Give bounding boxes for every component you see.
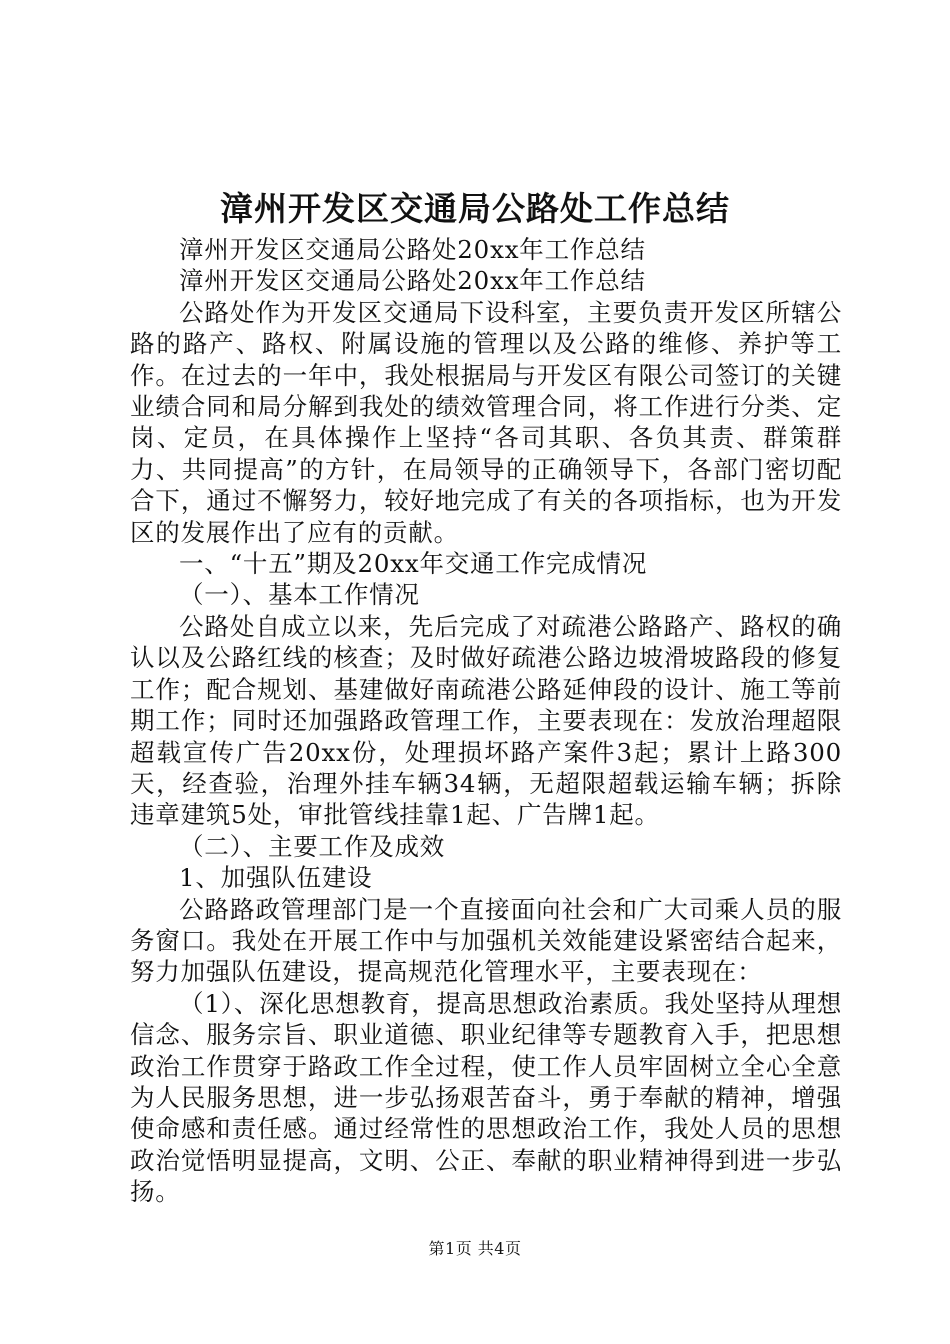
body-paragraph: 公路路政管理部门是一个直接面向社会和广大司乘人员的服务窗口。我处在开展工作中与加强机关效能建设紧密结合起来，努力加强队伍建设，提高规范化管理水平，主要表现在： <box>130 894 842 987</box>
item-heading: 1、加强队伍建设 <box>179 863 373 893</box>
subtitle-line: 漳州开发区交通局公路处20xx年工作总结 <box>179 266 646 296</box>
body-paragraph: 公路处作为开发区交通局下设科室，主要负责开发区所辖公路的路产、路权、附属设施的管理以及公路的维修、养护等工作。在过去的一年中，我处根据局与开发区有限公司签订的关键业绩合同和局分解到我处的绩效管理合同，将工作进行分类、定岗、定员，在具体操作上坚持“各司其职、各负其责、群策群力、共同提高”的方针，在局领导的正确领导下，各部门密切配合下，通过不懈努力，较好地完成了有关的各项指标，也为开发区的发展作出了应有的贡献。 <box>130 297 842 547</box>
page-footer: 第1页 共4页 <box>428 1239 522 1258</box>
body-paragraph: （1）、深化思想教育，提高思想政治素质。我处坚持从理想信念、服务宗旨、职业道德、职业纪律等专题教育入手，把思想政治工作贯穿于路政工作全过程，使工作人员牢固树立全心全意为人民服务思想，进一步弘扬艰苦奋斗，勇于奉献的精神，增强使命感和责任感。通过经常性的思想政治工作，我处人员的思想政治觉悟明显提高，文明、公正、奉献的职业精神得到进一步弘扬。 <box>130 988 842 1207</box>
section-heading: 一、“十五”期及20xx年交通工作完成情况 <box>179 549 648 579</box>
body-paragraph: 公路处自成立以来，先后完成了对疏港公路路产、路权的确认以及公路红线的核查；及时做好疏港公路边坡滑坡路段的修复工作；配合规划、基建做好南疏港公路延伸段的设计、施工等前期工作；同时还加强路政管理工作，主要表现在：发放治理超限超载宣传广告20xx份，处理损坏路产案件3起；累计上路300天，经查验，治理外挂车辆34辆，无超限超载运输车辆；拆除违章建筑5处，审批管线挂靠1起、广告牌1起。 <box>130 611 842 830</box>
subsection-heading: （二）、主要工作及成效 <box>179 831 446 861</box>
subsection-heading: （一）、基本工作情况 <box>179 580 420 610</box>
document-body <box>130 234 842 1208</box>
document-title: 漳州开发区交通局公路处工作总结 <box>220 189 730 228</box>
subtitle-line: 漳州开发区交通局公路处20xx年工作总结 <box>179 235 646 264</box>
